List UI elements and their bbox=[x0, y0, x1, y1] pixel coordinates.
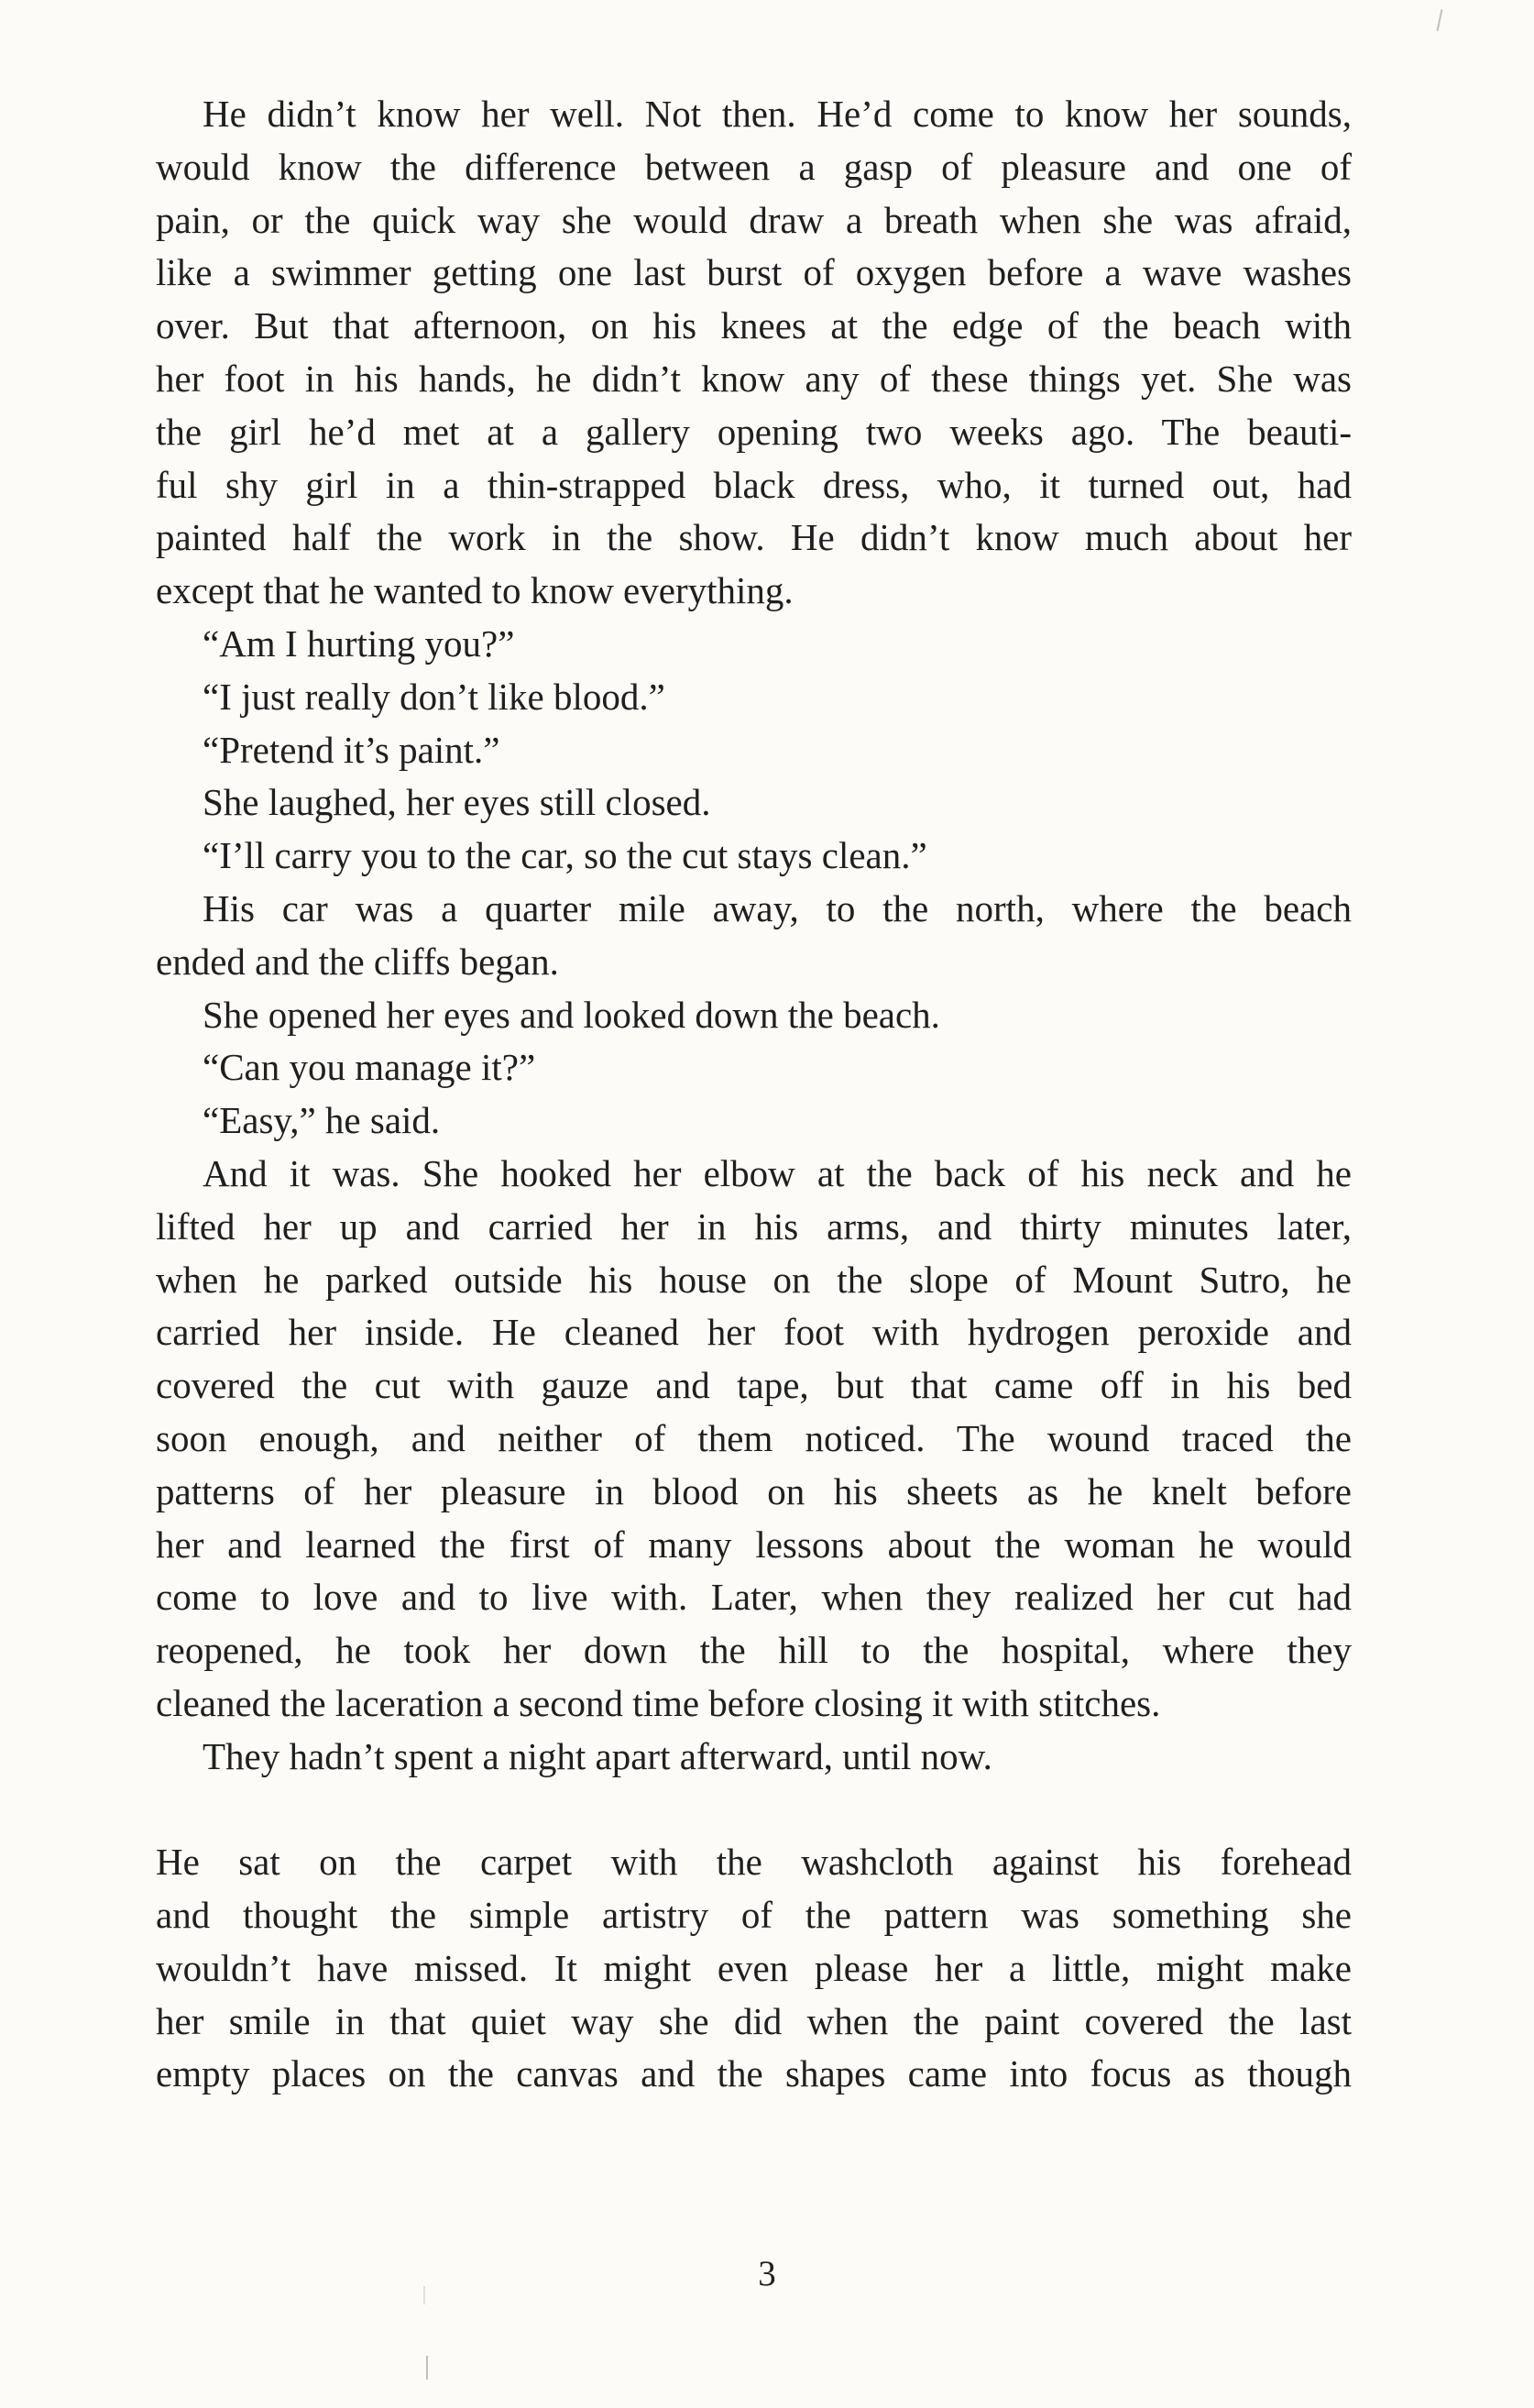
text-line: “I just really don’t like blood.” bbox=[203, 675, 665, 718]
text-line: “Pretend it’s paint.” bbox=[203, 728, 500, 771]
text-line: She laughed, her eyes still closed. bbox=[203, 781, 711, 824]
dialogue-line bbox=[156, 1041, 1352, 1094]
paragraph-opening bbox=[156, 88, 1352, 618]
text-line: His car was a quarter mile away, to the north, where the beach bbox=[203, 886, 1352, 929]
text-line: painted half the work in the show. He didn’t know much about her bbox=[156, 516, 1352, 559]
text-line: would know the difference between a gasp of pleasure and one of bbox=[156, 145, 1352, 188]
paragraph-carry bbox=[156, 1148, 1352, 1731]
text-line: reopened, he took her down the hill to the hospital, where they bbox=[156, 1629, 1352, 1672]
text-line: lifted her up and carried her in his arms, and thirty minutes later, bbox=[156, 1204, 1352, 1248]
text-line: soon enough, and neither of them noticed. The wound traced the bbox=[156, 1416, 1352, 1459]
text-line: “Easy,” he said. bbox=[203, 1099, 441, 1142]
narrative-line bbox=[156, 1731, 1352, 1784]
text-line: carried her inside. He cleaned her foot with hydrogen peroxide and bbox=[156, 1311, 1352, 1354]
page-number: 3 bbox=[758, 2254, 776, 2293]
text-line: “Am I hurting you?” bbox=[203, 621, 515, 665]
text-line: He sat on the carpet with the washcloth against his forehead bbox=[156, 1841, 1352, 1884]
section-break bbox=[156, 1784, 1352, 1837]
text-line: and thought the simple artistry of the pattern was something she bbox=[156, 1894, 1352, 1937]
scan-mark bbox=[1437, 9, 1443, 31]
text-line: covered the cut with gauze and tape, but that came off in his bed bbox=[156, 1364, 1352, 1407]
text-line: over. But that afternoon, on his knees at the edge of the beach with bbox=[156, 304, 1352, 347]
text-line: “I’ll carry you to the car, so the cut stays clean.” bbox=[203, 834, 927, 877]
text-line: her smile in that quiet way she did when the paint covered the last bbox=[156, 1999, 1352, 2042]
text-line: cleaned the laceration a second time before closing it with stitches. bbox=[156, 1681, 1161, 1724]
text-line: the girl he’d met at a gallery opening two weeks ago. The beauti- bbox=[156, 410, 1352, 453]
text-line: “Can you manage it?” bbox=[203, 1046, 536, 1089]
text-line: She opened her eyes and looked down the beach. bbox=[203, 993, 940, 1036]
text-line: empty places on the canvas and the shapes came into focus as though bbox=[156, 2052, 1352, 2095]
text-line: her and learned the first of many lessons about the woman he would bbox=[156, 1523, 1352, 1566]
text-line: except that he wanted to know everything. bbox=[156, 569, 794, 612]
text-line: They hadn’t spent a night apart afterward, until now. bbox=[203, 1734, 992, 1777]
text-line: pain, or the quick way she would draw a breath when she was afraid, bbox=[156, 198, 1352, 241]
dialogue-line bbox=[156, 830, 1352, 883]
paragraph-washcloth bbox=[156, 1836, 1352, 2101]
scan-mark bbox=[426, 2356, 428, 2380]
scan-mark bbox=[423, 2286, 425, 2304]
dialogue-line bbox=[156, 618, 1352, 671]
text-line: her foot in his hands, he didn’t know any of these things yet. She was bbox=[156, 357, 1352, 400]
paragraph-car bbox=[156, 883, 1352, 989]
body-text bbox=[156, 88, 1352, 2101]
dialogue-line bbox=[156, 724, 1352, 777]
narrative-line bbox=[156, 776, 1352, 830]
text-line: He didn’t know her well. Not then. He’d come to know her sounds, bbox=[203, 93, 1352, 135]
narrative-line bbox=[156, 989, 1352, 1042]
text-line: ful shy girl in a thin-strapped black dress, who, it turned out, had bbox=[156, 463, 1352, 506]
text-line: when he parked outside his house on the slope of Mount Sutro, he bbox=[156, 1258, 1352, 1301]
text-line: patterns of her pleasure in blood on his sheets as he knelt before bbox=[156, 1469, 1352, 1512]
text-line: And it was. She hooked her elbow at the back of his neck and he bbox=[203, 1151, 1352, 1194]
text-line: like a swimmer getting one last burst of oxygen before a wave washes bbox=[156, 251, 1352, 294]
text-line: ended and the cliffs began. bbox=[156, 940, 559, 983]
dialogue-line bbox=[156, 671, 1352, 724]
text-line: wouldn’t have missed. It might even please her a little, might make bbox=[156, 1946, 1352, 1989]
text-line: come to love and to live with. Later, when they realized her cut had bbox=[156, 1576, 1352, 1619]
dialogue-line bbox=[156, 1094, 1352, 1148]
